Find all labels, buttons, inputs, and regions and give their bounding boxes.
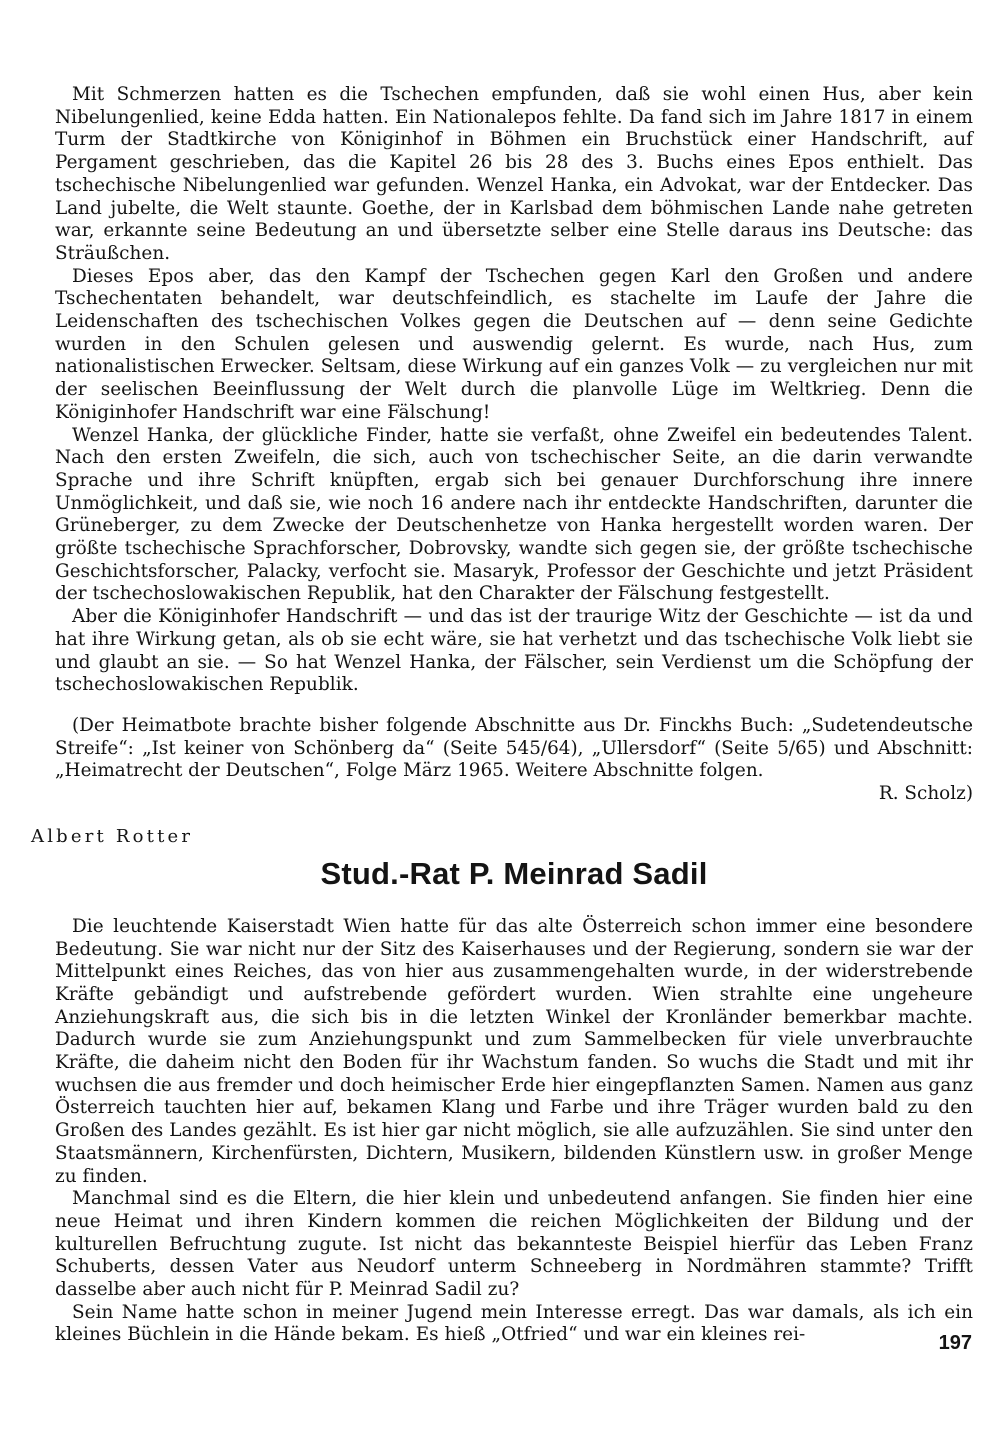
- article-koeniginhof: [55, 84, 973, 806]
- editor-signature: R. Scholz): [878, 783, 973, 805]
- page-number: 197: [938, 1332, 972, 1354]
- article-sadil: [31, 825, 973, 1347]
- paragraph: Sein Name hatte schon in meiner Jugend mein Interesse erregt. Das war damals, als ich ein kleines Büchlein in die Hände bekam. Es hieß „Otfried“ und war ein kleines rei-: [55, 1301, 973, 1346]
- paragraph: Dieses Epos aber, das den Kampf der Tschechen gegen Karl den Großen und andere Tschechentaten behandelt, war deutschfeindlich, es stachelte im Laufe der Jahre die Leidenschaften des tschechischen Volkes gegen die Deutschen auf — denn seine Gedichte wurden in den Schulen gelesen und auswendig gelernt. Es wurde, nach Hus, zum nationalistischen Erwecker. Seltsam, diese Wirkung auf ein ganzes Volk — zu vergleichen nur mit der seelischen Beeinflussung der Welt durch die planvolle Lüge im Weltkrieg. Denn die Königinhofer Handschrift war eine Fälschung!: [55, 265, 973, 423]
- article-title: Stud.-Rat P. Meinrad Sadil: [320, 855, 708, 891]
- paragraph: Die leuchtende Kaiserstadt Wien hatte für das alte Österreich schon immer eine besondere Bedeutung. Sie war nicht nur der Sitz des Kaiserhauses und der Regierung, sondern sie war der Mittelpunkt eines Reiches, das von hier aus zusammengehalten wurde, in der widerstrebende Kräfte gebändigt und aufstrebende gefördert wurden. Wien strahlte eine ungeheure Anziehungskraft aus, die sich bis in die letzten Winkel der Kronländer bemerkbar machte. Dadurch wurde sie zum Anziehungspunkt und zum Sammelbecken für viele unverbrauchte Kräfte, die daheim nicht den Boden für ihr Wachstum fanden. So wuchs die Stadt und mit ihr wuchsen die aus fremder und doch heimischer Erde hier eingepflanzten Samen. Namen aus ganz Österreich tauchten hier auf, bekamen Klang und Farbe und ihre Träger wurden bald zu den Großen des Landes gezählt. Es ist hier gar nicht möglich, sie alle aufzuzählen. Sie sind unter den Staatsmännern, Kirchenfürsten, Dichtern, Musikern, bildenden Künstlern usw. in großer Menge zu finden.: [55, 915, 973, 1187]
- paragraph: Mit Schmerzen hatten es die Tschechen empfunden, daß sie wohl einen Hus, aber kein Nibelungenlied, keine Edda hatten. Ein Nationalepos fehlte. Da fand sich im Jahre 1817 in einem Turm der Stadtkirche von Königinhof in Böhmen ein Bruchstück einer Handschrift, auf Pergament geschrieben, das die Kapitel 26 bis 28 des 3. Buchs eines Epos enthielt. Das tschechische Nibelungenlied war gefunden. Wenzel Hanka, ein Advokat, war der Entdecker. Das Land jubelte, die Welt staunte. Goethe, der in Karlsbad dem böhmischen Lande nahe getreten war, erkannte seine Bedeutung an und übersetzte selber eine Stelle daraus ins Deutsche: das Sträußchen.: [55, 84, 973, 264]
- paragraph: Wenzel Hanka, der glückliche Finder, hatte sie verfaßt, ohne Zweifel ein bedeutendes Talent. Nach den ersten Zweifeln, die sich, auch von tschechischer Seite, an die darin verwandte Sprache und ihre Schrift knüpften, ergab sich bei genauer Durchforschung ihre innere Unmöglichkeit, und daß sie, wie noch 16 andere nach ihr entdeckte Handschriften, darunter die Grüneberger, zu dem Zwecke der Deutschenhetze von Hanka hergestellt worden waren. Der größte tschechische Sprachforscher, Dobrovsky, wandte sich gegen sie, der größte tschechische Geschichtsforscher, Palacky, verfocht sie. Masaryk, Professor der Geschichte und jetzt Präsident der tschechoslowakischen Republik, hat den Charakter der Fälschung festgestellt.: [55, 424, 973, 605]
- paragraph: Manchmal sind es die Eltern, die hier klein und unbedeutend anfangen. Sie finden hier eine neue Heimat und ihren Kindern kommen die reichen Möglichkeiten der Bildung und der kulturellen Befruchtung zugute. Ist nicht das bekannteste Beispiel hierfür das Leben Franz Schuberts, dessen Vater aus Neudorf unterm Schneeberg in Nordmähren stammte? Trifft dasselbe aber auch nicht für P. Meinrad Sadil zu?: [55, 1188, 973, 1301]
- editor-note: (Der Heimatbote brachte bisher folgende Abschnitte aus Dr. Finckhs Buch: „Sudetendeutsche Streife“: „Ist keiner von Schönberg da“ (Seite 545/64), „Ullersdorf“ (Seite 5/65) und Abschnitt: „Heimatrecht der Deutschen“, Folge März 1965. Weitere Abschnitte folgen.: [55, 714, 973, 782]
- author-name: Albert Rotter: [31, 825, 194, 847]
- page-body: [31, 84, 973, 1347]
- paragraph: Aber die Königinhofer Handschrift — und das ist der traurige Witz der Geschichte — ist da und hat ihre Wirkung getan, als ob sie echt wäre, sie hat verhetzt und das tschechische Volk liebt sie und glaubt an sie. — So hat Wenzel Hanka, der Fälscher, sein Verdienst um die Schöpfung der tschechoslowakischen Republik.: [55, 606, 973, 696]
